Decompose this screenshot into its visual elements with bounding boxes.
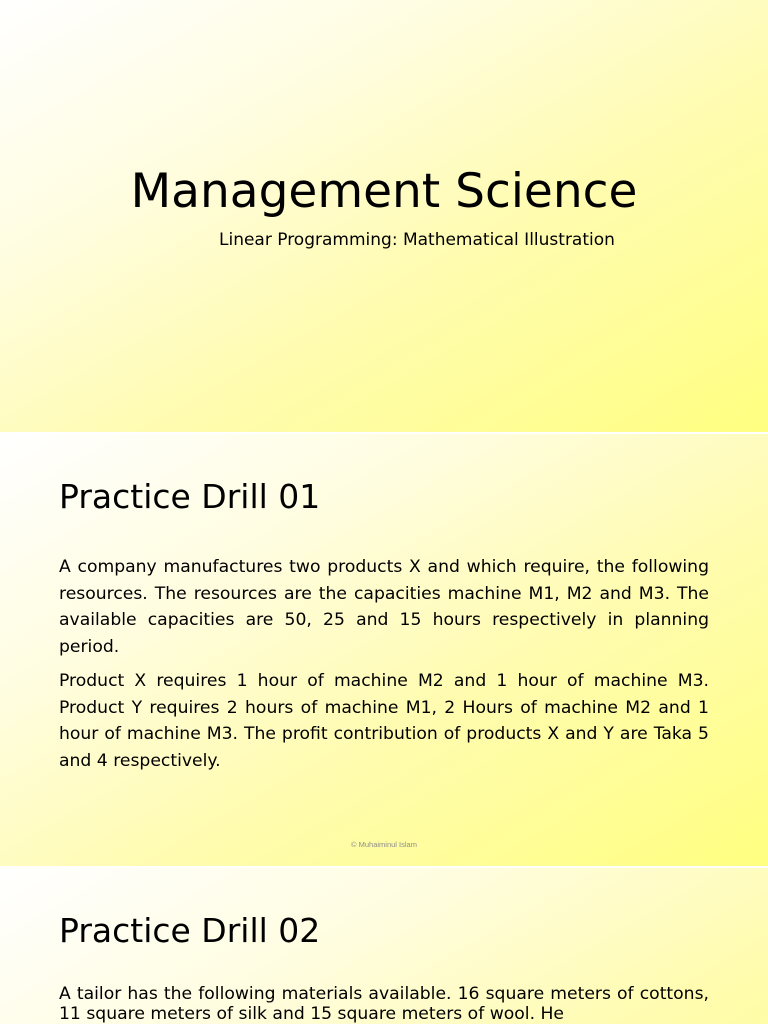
copyright-footer: © Muhaiminul Islam xyxy=(351,840,417,849)
drill-01-paragraph-1: A company manufactures two products X and which require, the following resources. The resources are the capacities machine M1, M2 and M3. The available capacities are 50, 25 and 15 hours respectively in planning period. xyxy=(59,557,709,657)
drill-02-body xyxy=(59,984,709,1024)
slide-title-heading: Management Science xyxy=(130,164,638,219)
drill-02-paragraph-1: A tailor has the following materials available. 16 square meters of cottons, 11 square meters of silk and 15 square meters of wool. He xyxy=(59,984,709,1024)
slide-practice-drill-02 xyxy=(0,868,768,1024)
drill-01-body xyxy=(59,554,709,782)
slide-practice-drill-01 xyxy=(0,434,768,866)
slide-subtitle: Linear Programming: Mathematical Illustration xyxy=(219,230,615,250)
drill-02-title: Practice Drill 02 xyxy=(59,911,321,950)
drill-01-paragraph-2: Product X requires 1 hour of machine M2 and 1 hour of machine M3. Product Y requires 2 hours of machine M1, 2 Hours of machine M2 and 1 hour of machine M3. The profit contribution of products X and Y are Taka 5 and 4 respectively. xyxy=(59,671,709,771)
drill-01-title: Practice Drill 01 xyxy=(59,477,321,516)
slide-title xyxy=(0,0,768,432)
